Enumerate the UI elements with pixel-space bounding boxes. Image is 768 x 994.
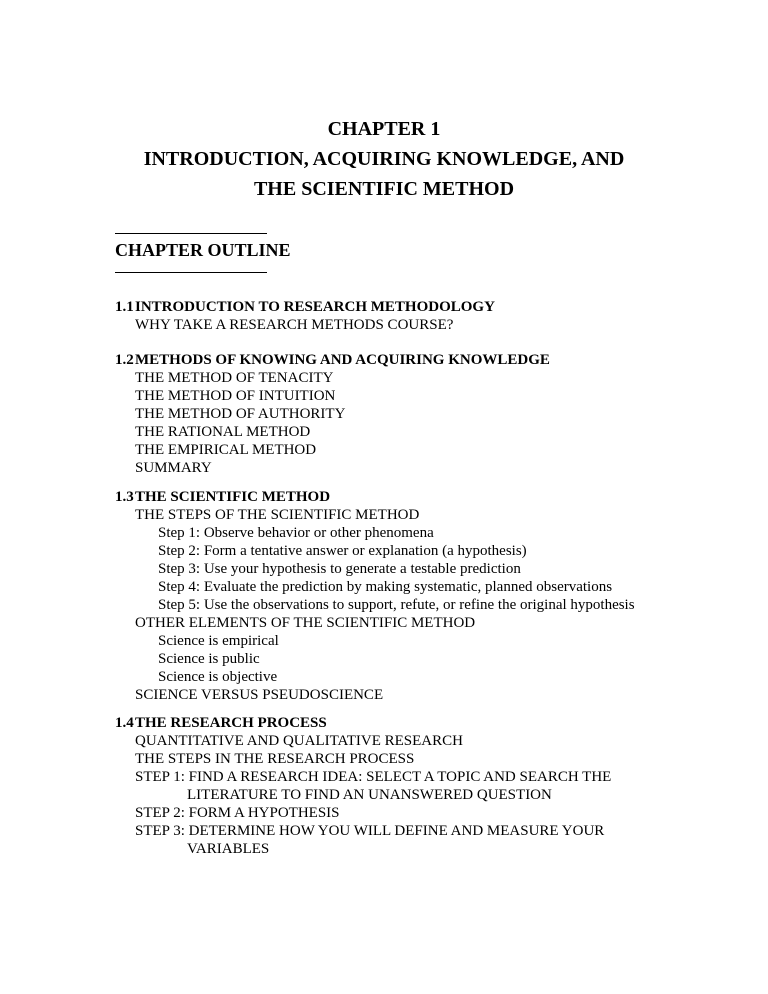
section-heading	[115, 488, 635, 506]
outline-item: QUANTITATIVE AND QUALITATIVE RESEARCH	[135, 733, 463, 749]
chapter-title-block	[0, 114, 768, 204]
section-title: THE SCIENTIFIC METHOD	[135, 489, 331, 505]
outline-item: THE METHOD OF AUTHORITY	[135, 406, 346, 422]
chapter-number: CHAPTER 1	[327, 118, 441, 140]
section-heading	[115, 298, 495, 316]
outline-subitem: Step 5: Use the observations to support, refute, or refine the original hypothesis	[158, 597, 635, 613]
outline-section-1-3	[115, 488, 635, 704]
outline-section-1-2	[115, 351, 550, 477]
outline-item: THE STEPS IN THE RESEARCH PROCESS	[135, 751, 415, 767]
outline-item: SUMMARY	[135, 460, 212, 476]
outline-item: THE METHOD OF TENACITY	[135, 370, 334, 386]
chapter-title-line-2: THE SCIENTIFIC METHOD	[253, 178, 515, 200]
outline-subitem: Step 4: Evaluate the prediction by making systematic, planned observations	[158, 579, 613, 595]
outline-item: STEP 3: DETERMINE HOW YOU WILL DEFINE AND MEASURE YOUR	[135, 823, 605, 839]
outline-subitem: Science is objective	[158, 669, 278, 685]
section-title: THE RESEARCH PROCESS	[135, 715, 327, 731]
outline-item: THE EMPIRICAL METHOD	[135, 442, 317, 458]
section-heading	[115, 714, 611, 732]
outline-item: STEP 1: FIND A RESEARCH IDEA: SELECT A TOPIC AND SEARCH THE	[135, 769, 612, 785]
section-number: 1.4	[115, 715, 134, 731]
outline-item: SCIENCE VERSUS PSEUDOSCIENCE	[135, 687, 384, 703]
outline-item: THE STEPS OF THE SCIENTIFIC METHOD	[135, 507, 420, 523]
outline-top-rule	[115, 233, 267, 234]
section-title: METHODS OF KNOWING AND ACQUIRING KNOWLEDGE	[135, 352, 550, 368]
chapter-title-line-1: INTRODUCTION, ACQUIRING KNOWLEDGE, AND	[143, 148, 625, 170]
section-heading	[115, 351, 550, 369]
outline-heading: CHAPTER OUTLINE	[115, 240, 291, 260]
section-number: 1.3	[115, 489, 134, 505]
section-number: 1.1	[115, 299, 134, 315]
outline-subitem: Step 2: Form a tentative answer or explanation (a hypothesis)	[158, 543, 527, 559]
outline-item: STEP 2: FORM A HYPOTHESIS	[135, 805, 340, 821]
section-number: 1.2	[115, 352, 134, 368]
outline-subitem: Step 3: Use your hypothesis to generate a testable prediction	[158, 561, 521, 577]
outline-subitem: Science is public	[158, 651, 260, 667]
outline-item-continuation: LITERATURE TO FIND AN UNANSWERED QUESTION	[187, 787, 552, 803]
outline-item: OTHER ELEMENTS OF THE SCIENTIFIC METHOD	[135, 615, 476, 631]
outline-section-1-4	[115, 714, 611, 858]
outline-item-continuation: VARIABLES	[187, 841, 270, 857]
outline-subitem: Science is empirical	[158, 633, 279, 649]
outline-section-1-1	[115, 298, 495, 334]
outline-item: WHY TAKE A RESEARCH METHODS COURSE?	[135, 317, 454, 333]
section-title: INTRODUCTION TO RESEARCH METHODOLOGY	[135, 299, 495, 315]
outline-bottom-rule	[115, 272, 267, 273]
outline-subitem: Step 1: Observe behavior or other phenomena	[158, 525, 434, 541]
outline-item: THE RATIONAL METHOD	[135, 424, 311, 440]
outline-item: THE METHOD OF INTUITION	[135, 388, 336, 404]
